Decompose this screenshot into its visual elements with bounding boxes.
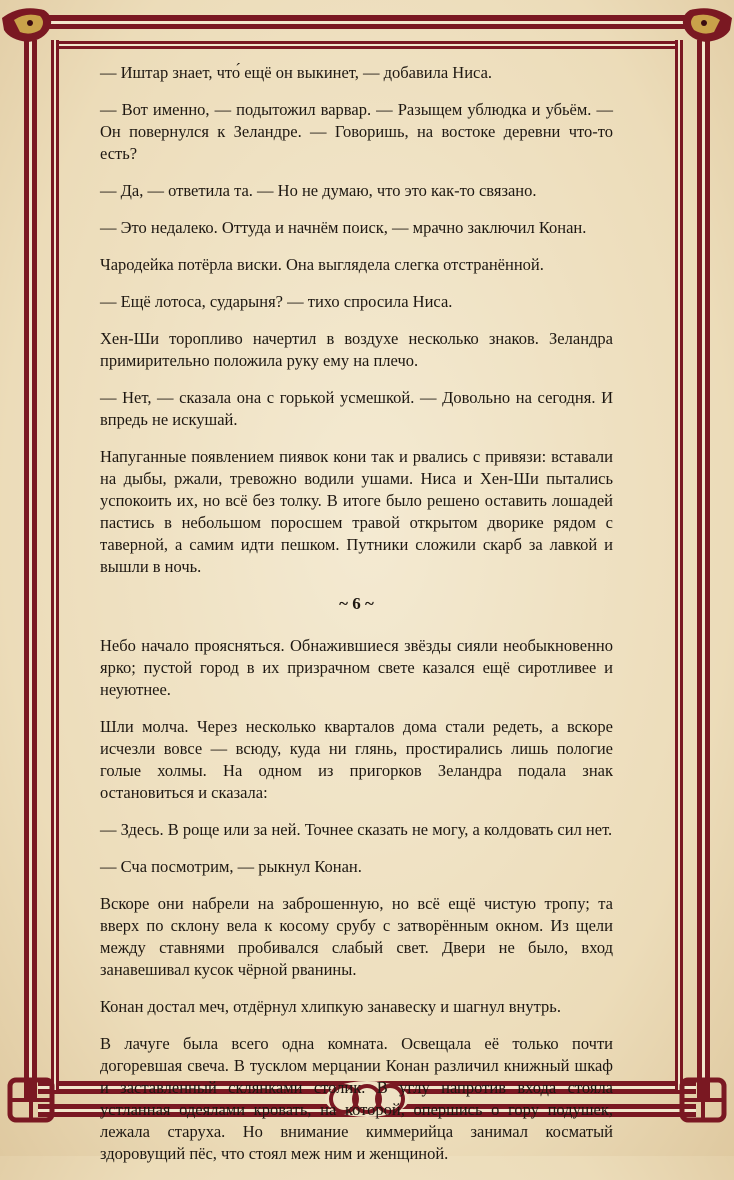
frame-top-bar [38, 15, 696, 49]
paragraph: — Здесь. В роще или за ней. Точнее сказать не могу, а колдовать сил нет. [100, 820, 613, 839]
paragraph: Шли молча. Через несколько кварталов дома стали редеть, а вскоре исчезли вовсе — всюду, куда ни глянь, простирались лишь пологие голые холмы. На одном из пригорков Зеландра подала знак остановиться и сказала: [100, 717, 613, 802]
frame-right-bar [675, 40, 710, 1100]
paragraph: Чародейка потёрла виски. Она выглядела слегка отстранённой. [100, 255, 544, 274]
chapter-heading: ~ 6 ~ [339, 594, 374, 613]
paragraph: — Сча посмотрим, — рыкнул Конан. [100, 857, 362, 876]
paragraph: Небо начало проясняться. Обнажившиеся звёзды сияли необыкновенно ярко; пустой город в их призрачном свете казался ещё сиротливее и неуютнее. [100, 636, 613, 699]
paragraph: В лачуге была всего одна комната. Освещала её только почти догоревшая свеча. В тусклом мерцании Конан различил книжный шкаф и заставленный склянками столик. В углу напротив входа стояла устланная одеялами кровать, на которой, опершись о гору подушек, лежала старуха. Но внимание киммерийца занимал косматый здоровущий пёс, что стоял меж ним и женщиной. [100, 1034, 613, 1163]
frame-left-bar [24, 40, 59, 1100]
paragraph: Хен-Ши торопливо начертил в воздухе несколько знаков. Зеландра примирительно положила руку ему на плечо. [100, 329, 613, 370]
dragon-head-left-icon [2, 8, 51, 42]
paragraph: — Иштар знает, что́ ещё он выкинет, — добавила Ниса. [100, 63, 493, 82]
paragraph: — Да, — ответила та. — Но не думаю, что это как-то связано. [100, 181, 537, 200]
paragraph: Вскоре они набрели на заброшенную, но всё ещё чистую тропу; та вверх по склону вела к косому срубу с затворённым окном. Из щели между ставнями пробивался слабый свет. Двери не было, вход занавешивал кусок чёрной рванины. [100, 894, 613, 979]
paragraph: — Вот именно, — подытожил варвар. — Разыщем ублюдка и убьём. — Он повернулся к Зеландре. — Говоришь, на востоке деревни что-то есть? [100, 100, 613, 163]
paragraph: Конан достал меч, отдёрнул хлипкую занавеску и шагнул внутрь. [100, 997, 561, 1016]
paragraph: Напуганные появлением пиявок кони так и рвались с привязи: вставали на дыбы, ржали, тревожно водили ушами. Ниса и Хен-Ши пытались успокоить их, но всё без толку. В итоге было решено оставить лошадей пастись в небольшом поросшем травой открытом дворике рядом с таверной, а самим идти пешком. Путники сложили скарб за лавкой и вышли в ночь. [100, 447, 613, 576]
page-text [100, 62, 613, 1180]
dragon-head-right-icon [683, 8, 732, 42]
paragraph: — Ещё лотоса, сударыня? — тихо спросила Ниса. [100, 292, 453, 311]
paragraph: — Это недалеко. Оттуда и начнём поиск, — мрачно заключил Конан. [100, 218, 587, 237]
paragraph: — Нет, — сказала она с горькой усмешкой. — Довольно на сегодня. И впредь не искушай. [100, 388, 613, 429]
